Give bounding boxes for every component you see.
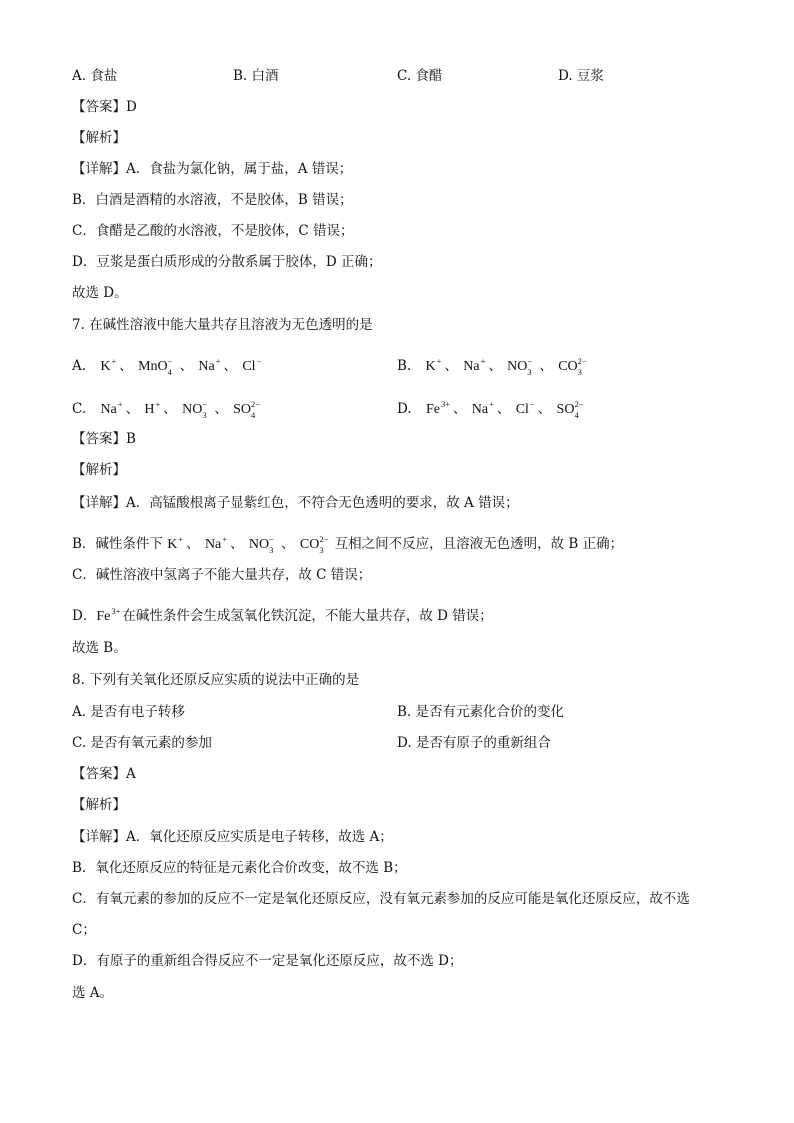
ion-so4: SO 2− 4 (233, 398, 261, 420)
q6-option-d: D. 豆浆 (558, 68, 604, 84)
q6-option-c: C. 食醋 (397, 68, 443, 84)
option-label: C. (72, 401, 87, 417)
ion-no3: NO − 3 (507, 355, 533, 377)
q8-option-b: B. 是否有元素化合价的变化 (397, 704, 565, 720)
q7-detail-c: C．碱性溶液中氢离子不能大量共存，故 C 错误； (72, 567, 372, 583)
ion-no3: NO − 3 (182, 398, 208, 420)
q8-option-d: D. 是否有原子的重新组合 (397, 735, 551, 751)
q6-detail-c: C．食醋是乙酸的水溶液，不是胶体，C 错误； (72, 223, 354, 239)
q6-answer: 【答案】D (72, 99, 137, 115)
q6-detail-d: D．豆浆是蛋白质形成的分散系属于胶体，D 正确； (72, 254, 382, 270)
q8-detail-c-cont: C； (72, 922, 96, 938)
ion-na: Na+ (204, 534, 228, 552)
option-label: A. (72, 358, 87, 374)
q6-detail-b: B．白酒是酒精的水溶液，不是胶体，B 错误； (72, 192, 353, 208)
q7-option-c: C. Na+ 、 H+ 、 NO − 3 、 SO 2− 4 (72, 395, 262, 420)
ion-fe: $Fe^{3+}$ (96, 606, 121, 624)
q7-answer: 【答案】B (72, 431, 136, 447)
ion-k: K+ (167, 534, 184, 552)
q7-option-a: A. K+ 、 MnO − 4 、 Na+ 、 Cl− (72, 352, 263, 377)
q7-stem: 7. 在碱性溶液中能大量共存且溶液为无色透明的是 (72, 317, 373, 333)
q7-option-b: B. K+ 、 Na+ 、 NO − 3 、 CO 2− 3 (397, 352, 589, 377)
q8-option-c: C. 是否有氧元素的参加 (72, 735, 212, 751)
ion-co3: CO 2− 3 (299, 533, 329, 555)
q8-detail-d: D．有原子的重新组合得反应不一定是氧化还原反应，故不选 D； (72, 953, 463, 969)
ion-h: H+ (144, 399, 161, 417)
q8-stem: 8. 下列有关氧化还原反应实质的说法中正确的是 (72, 672, 360, 688)
q6-analysis-label: 【解析】 (72, 130, 126, 146)
q8-option-a: A. 是否有电子转移 (72, 704, 185, 720)
q7-detail-a: 【详解】A．高锰酸根离子显紫红色，不符合无色透明的要求，故 A 错误； (72, 495, 519, 511)
q6-conclusion: 故选 D。 (72, 285, 128, 301)
q8-answer: 【答案】A (72, 766, 136, 782)
q8-conclusion: 选 A。 (72, 985, 114, 1001)
ion-k: K+ (425, 356, 442, 374)
q7-detail-d: D．$Fe^{3+}$ 在碱性条件会生成氢氧化铁沉淀，不能大量共存，故 D 错误； (72, 602, 493, 626)
q7-option-d: D. $Fe^{3+}$ 、 Na+ 、 Cl− 、 SO 2− 4 (397, 395, 585, 420)
ion-fe: $Fe^{3+}$ (425, 399, 450, 417)
q7-analysis-label: 【解析】 (72, 462, 126, 478)
ion-so4: SO 2− 4 (556, 398, 584, 420)
q8-analysis-label: 【解析】 (72, 797, 126, 813)
q7-detail-b: B．碱性条件下 K+ 、 Na+ 、 NO − 3 、 CO 2− 3 互相之间不反应，且溶液无色透明，故 B 正确； (72, 530, 623, 555)
q8-detail-a: 【详解】A．氧化还原反应实质是电子转移，故选 A； (72, 829, 393, 845)
q8-detail-c: C．有氧元素的参加的反应不一定是氧化还原反应，没有氧元素参加的反应可能是氧化还原反应，故不选 (72, 891, 690, 907)
q6-option-a: A. 食盐 (72, 68, 118, 84)
ion-na: Na+ (100, 399, 123, 417)
ion-na: Na+ (198, 356, 221, 374)
q7-conclusion: 故选 B。 (72, 640, 127, 656)
q6-detail-a: 【详解】A．食盐为氯化钠，属于盐，A 错误； (72, 161, 353, 177)
ion-mno4: MnO − 4 (138, 355, 173, 377)
ion-co3: CO 2− 3 (558, 355, 587, 377)
ion-no3: NO − 3 (248, 533, 274, 555)
ion-na: Na+ (471, 399, 494, 417)
option-label: D. (397, 401, 412, 417)
ion-k: K+ (100, 356, 117, 374)
option-label: B. (397, 358, 412, 374)
ion-cl: Cl− (515, 399, 535, 417)
q6-option-b: B. 白酒 (233, 68, 279, 84)
ion-cl: Cl− (242, 356, 262, 374)
q8-detail-b: B．氧化还原反应的特征是元素化合价改变，故不选 B； (72, 860, 407, 876)
ion-na: Na+ (463, 356, 486, 374)
